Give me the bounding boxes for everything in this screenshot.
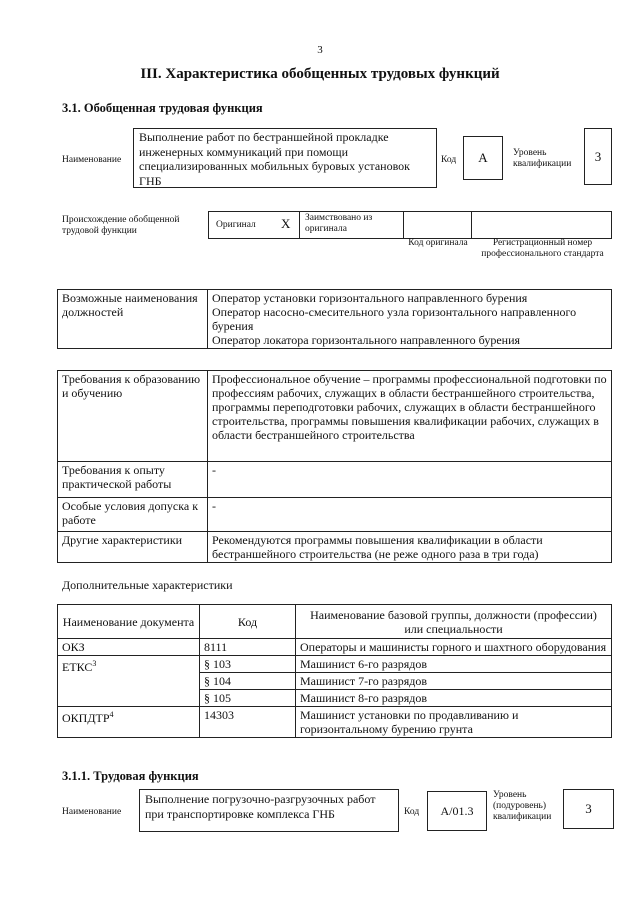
req-admission-value: -: [208, 498, 612, 532]
etks-code: § 103: [200, 656, 296, 673]
req-education-value: Профессиональное обучение – программы профессиональной подготовки по профессиям рабочих, служащих в области бестраншейного строительства, программы переподготовки рабочих, служащих в области бестраншейного строительства, программы повышения квалификации рабочих, служащих в области бестраншейного строительства: [208, 371, 612, 462]
okpdtr-footnote: 4: [109, 710, 114, 719]
tf-level-value: 3: [585, 801, 592, 816]
origin-divider-2: [403, 211, 404, 239]
etks-doc: [58, 656, 200, 707]
etks-name: Машинист 7-го разрядов: [296, 673, 612, 690]
tf-code-label: Код: [404, 807, 420, 817]
okpdtr-doc-text: ОКПДТР: [62, 711, 110, 725]
additional-title: Дополнительные характеристики: [62, 578, 233, 592]
okpdtr-name: Машинист установки по продавливанию и горизонтальному бурению грунта: [296, 707, 612, 738]
okpdtr-code: 14303: [200, 707, 296, 738]
gf-name-value: Выполнение работ по бестраншейной прокладке инженерных коммуникаций при помощи специализированных мобильных буровых установок ГНБ: [139, 130, 410, 188]
origin-label: Происхождение обобщенной трудовой функции: [62, 215, 180, 236]
gf-code-value: А: [478, 150, 488, 165]
tf-level-box: [563, 789, 614, 829]
subsection-title: 3.1. Обобщенная трудовая функция: [62, 101, 263, 115]
section-title: III. Характеристика обобщенных трудовых функций: [140, 66, 500, 82]
gf-code-label: Код: [441, 155, 457, 165]
positions-list: [208, 290, 612, 349]
tf-name-box: [139, 789, 399, 832]
etks-code: § 105: [200, 690, 296, 707]
tf-level-label: Уровень (подуровень) квалификации: [493, 790, 552, 822]
etks-code: § 104: [200, 673, 296, 690]
origin-borrowed-label: Заимствовано из оригинала: [305, 213, 373, 234]
header-code: Код: [200, 605, 296, 639]
etks-name: Машинист 8-го разрядов: [296, 690, 612, 707]
additional-table: [57, 604, 612, 738]
origin-divider-1: [299, 211, 300, 239]
etks-doc-text: ЕТКС: [62, 660, 93, 674]
etks-footnote: 3: [92, 659, 97, 668]
gf-code-box: [463, 136, 503, 180]
tf-name-label: Наименование: [62, 807, 122, 817]
positions-table: [57, 289, 612, 349]
gf-level-box: [584, 128, 612, 185]
req-other-value: Рекомендуются программы повышения квалификации в области бестраншейного строительства (не реже одного раза в три года): [208, 532, 612, 563]
tf-name-value: Выполнение погрузочно-разгрузочных работ при транспортировке комплекса ГНБ: [145, 792, 376, 821]
origin-divider-3: [471, 211, 472, 239]
okz-doc: ОКЗ: [58, 639, 200, 656]
requirements-table: [57, 370, 612, 563]
req-other-label: Другие характеристики: [58, 532, 208, 563]
origin-code-caption: Код оригинала: [408, 238, 468, 248]
tf-title: 3.1.1. Трудовая функция: [62, 769, 199, 783]
origin-original-label: Оригинал: [216, 220, 256, 230]
req-experience-value: -: [208, 462, 612, 498]
req-education-label: Требования к образованию и обучению: [58, 371, 208, 462]
okz-code: 8111: [200, 639, 296, 656]
okz-name: Операторы и машинисты горного и шахтного оборудования: [296, 639, 612, 656]
page-number: 3: [317, 44, 323, 56]
req-experience-label: Требования к опыту практической работы: [58, 462, 208, 498]
etks-name: Машинист 6-го разрядов: [296, 656, 612, 673]
positions-label: Возможные наименования должностей: [58, 290, 208, 349]
position-item: Оператор установки горизонтального направленного бурения: [212, 291, 528, 305]
header-document: Наименование документа: [58, 605, 200, 639]
position-item: Оператор локатора горизонтального направленного бурения: [212, 333, 521, 347]
tf-code-box: [427, 791, 487, 831]
position-item: Оператор насосно-смесительного узла горизонтального направленного бурения: [212, 305, 577, 333]
origin-box: [208, 211, 612, 239]
gf-level-value: 3: [594, 148, 602, 164]
gf-level-label: Уровень квалификации: [513, 148, 572, 169]
gf-name-box: [133, 128, 437, 188]
tf-code-value: A/01.3: [440, 803, 474, 818]
header-name: Наименование базовой группы, должности (профессии) или специальности: [296, 605, 612, 639]
gf-name-label: Наименование: [62, 155, 122, 165]
origin-reg-caption: Регистрационный номер профессионального стандарта: [481, 238, 604, 259]
okpdtr-doc: [58, 707, 200, 738]
req-admission-label: Особые условия допуска к работе: [58, 498, 208, 532]
origin-original-mark: X: [281, 216, 291, 231]
